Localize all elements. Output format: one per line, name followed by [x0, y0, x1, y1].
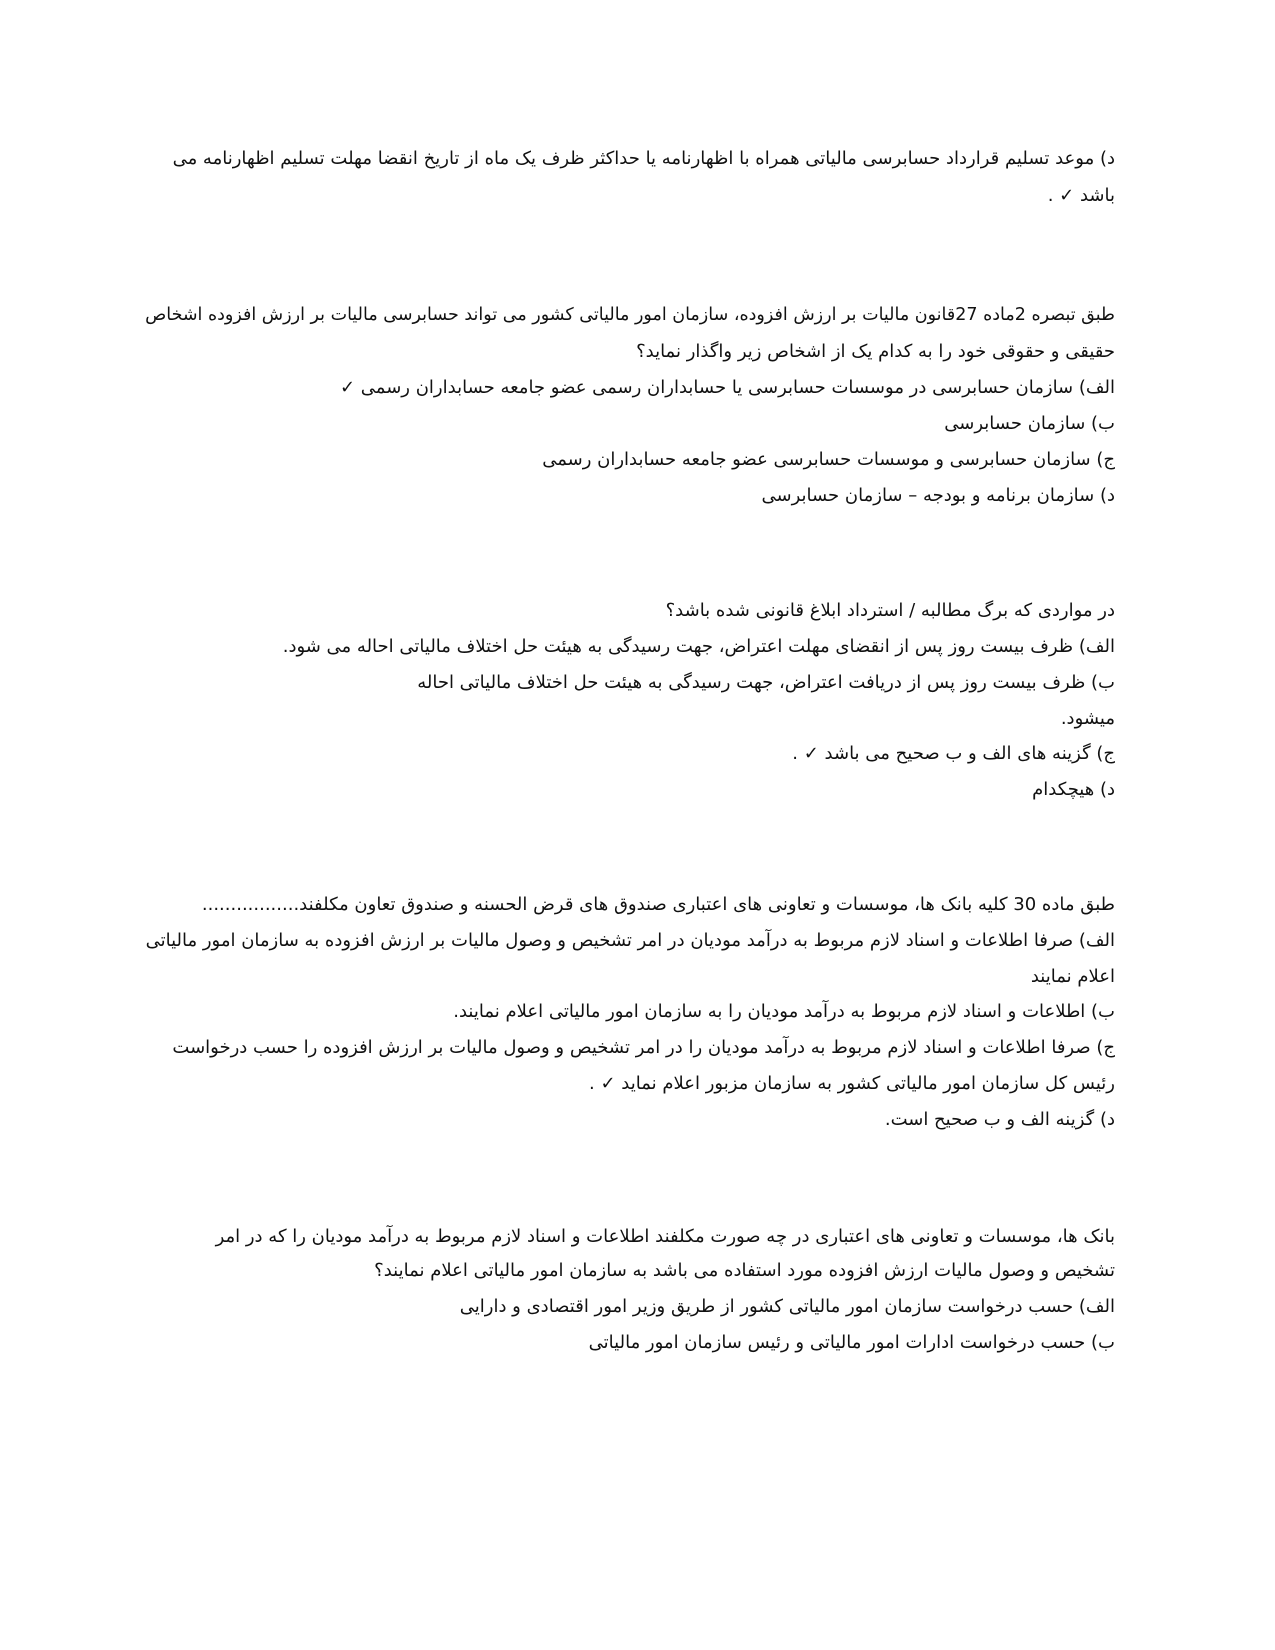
question-text: حقیقی و حقوقی خود را به کدام یک از اشخاص زیر واگذار نماید؟ [636, 341, 1115, 362]
answer-option: اعلام نمایند [1030, 966, 1115, 987]
answer-option: الف) حسب درخواست سازمان امور مالیاتی کشور از طریق وزیر امور اقتصادی و دارایی [459, 1296, 1115, 1317]
answer-option: ج) صرفا اطلاعات و اسناد لازم مربوط به درآمد مودیان را در امر تشخیص و وصول مالیات بر ارزش افزوده را حسب درخواست [172, 1037, 1115, 1058]
answer-option: د) گزینه الف و ب صحیح است. [884, 1109, 1115, 1130]
text-line: باشد ✓ . [1047, 185, 1115, 206]
question-text: تشخیص و وصول مالیات ارزش افزوده مورد استفاده می باشد به سازمان امور مالیاتی اعلام نمایند؟ [374, 1260, 1115, 1281]
answer-option: میشود. [1060, 708, 1115, 729]
answer-option: ج) سازمان حسابرسی و موسسات حسابرسی عضو جامعه حسابداران رسمی [542, 449, 1115, 470]
answer-option: ب) سازمان حسابرسی [944, 413, 1115, 434]
answer-option: ب) ظرف بیست روز پس از دریافت اعتراض، جهت رسیدگی به هیئت حل اختلاف مالیاتی احاله [417, 672, 1115, 693]
answer-option: الف) صرفا اطلاعات و اسناد لازم مربوط به درآمد مودیان در امر تشخیص و وصول مالیات بر ارزش افزوده به سازمان امور مالیاتی [145, 930, 1115, 951]
question-text: طبق تبصره 2ماده 27قانون مالیات بر ارزش افزوده، سازمان امور مالیاتی کشور می تواند حسابرسی مالیات بر ارزش افزوده اشخاص [145, 305, 1115, 325]
answer-option: ب) اطلاعات و اسناد لازم مربوط به درآمد مودیان را به سازمان امور مالیاتی اعلام نمایند. [453, 1001, 1115, 1022]
answer-option: د) سازمان برنامه و بودجه – سازمان حسابرسی [761, 485, 1115, 506]
answer-option: رئیس کل سازمان امور مالیاتی کشور به سازمان مزبور اعلام نماید ✓ . [589, 1073, 1115, 1094]
answer-option: الف) ظرف بیست روز پس از انقضای مهلت اعتراض، جهت رسیدگی به هیئت حل اختلاف مالیاتی احاله می شود. [282, 636, 1115, 657]
question-text: طبق ماده 30 کلیه بانک ها، موسسات و تعاونی های اعتباری صندوق های قرض الحسنه و صندوق تعاون مکلفند................. [201, 894, 1115, 915]
question-text: در مواردی که برگ مطالبه / استرداد ابلاغ قانونی شده باشد؟ [665, 600, 1115, 621]
answer-option: ب) حسب درخواست ادارات امور مالیاتی و رئیس سازمان امور مالیاتی [588, 1332, 1115, 1353]
answer-option: ج) گزینه های الف و ب صحیح می باشد ✓ . [792, 743, 1115, 764]
question-text: بانک ها، موسسات و تعاونی های اعتباری در چه صورت مکلفند اطلاعات و اسناد لازم مربوط به درآمد مودیان را که در امر [215, 1226, 1115, 1247]
answer-option: د) هیچکدام [1032, 779, 1115, 800]
text-line: د) موعد تسلیم قرارداد حسابرسی مالیاتی همراه با اظهارنامه یا حداکثر ظرف یک ماه از تاریخ انقضا مهلت تسلیم اظهارنامه می [172, 148, 1115, 169]
answer-option: الف) سازمان حسابرسی در موسسات حسابرسی یا حسابداران رسمی عضو جامعه حسابداران رسمی ✓ [340, 377, 1115, 398]
